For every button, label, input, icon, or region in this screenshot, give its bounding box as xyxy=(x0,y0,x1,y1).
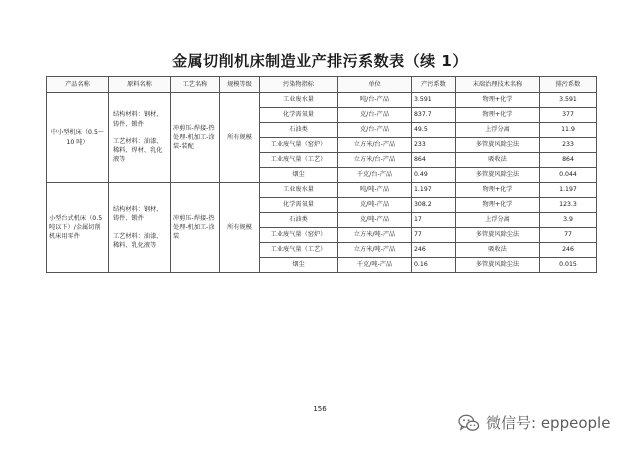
treatment-technology-cell: 多管旋风除尘法 xyxy=(456,168,540,183)
emission-coefficient-cell: 377 xyxy=(540,108,597,123)
emission-coefficient-cell: 3.591 xyxy=(540,93,597,108)
emission-coefficient-cell: 1.197 xyxy=(540,183,597,198)
table-row xyxy=(47,93,597,108)
header-raw-material: 原料名称 xyxy=(109,77,171,93)
header-pollutant: 污染物指标 xyxy=(260,77,338,93)
pollutant-cell: 化学需氧量 xyxy=(260,108,338,123)
treatment-technology-cell: 吸收法 xyxy=(456,153,540,168)
wechat-icon xyxy=(458,413,480,433)
emission-coefficient-cell: 3.9 xyxy=(540,213,597,228)
emission-coefficient-cell: 233 xyxy=(540,138,597,153)
generation-coefficient-cell: 17 xyxy=(412,213,456,228)
header-scale: 规模等级 xyxy=(220,77,260,93)
process-cell: 冲剪压-焊接-热处理-机加工-涂装 xyxy=(171,183,220,273)
unit-cell: 吨/吨-产品 xyxy=(338,183,412,198)
header-product: 产品名称 xyxy=(47,77,109,93)
raw-material-cell xyxy=(109,183,171,273)
pollutant-cell: 化学需氧量 xyxy=(260,198,338,213)
treatment-technology-cell: 上浮分离 xyxy=(456,123,540,138)
unit-cell: 立方米/台-产品 xyxy=(338,138,412,153)
emission-coefficient-cell: 0.015 xyxy=(540,258,597,273)
pollutant-cell: 石油类 xyxy=(260,213,338,228)
emission-coefficient-cell: 864 xyxy=(540,153,597,168)
treatment-technology-cell: 物理+化学 xyxy=(456,198,540,213)
wechat-watermark xyxy=(458,412,610,433)
treatment-technology-cell: 物理+化学 xyxy=(456,183,540,198)
table-header-row xyxy=(47,77,597,93)
unit-cell: 吨/台-产品 xyxy=(338,93,412,108)
generation-coefficient-cell: 77 xyxy=(412,228,456,243)
generation-coefficient-cell: 1.197 xyxy=(412,183,456,198)
treatment-technology-cell: 多管旋风除尘法 xyxy=(456,138,540,153)
unit-cell: 立方米/吨-产品 xyxy=(338,228,412,243)
pollutant-cell: 工业废气量（窑炉） xyxy=(260,138,338,153)
pollutant-cell: 工业废气量（工艺） xyxy=(260,153,338,168)
generation-coefficient-cell: 246 xyxy=(412,243,456,258)
generation-coefficient-cell: 308.2 xyxy=(412,198,456,213)
scale-cell: 所有规模 xyxy=(220,93,260,183)
watermark-text: 微信号: eppeople xyxy=(486,414,611,432)
generation-coefficient-cell: 233 xyxy=(412,138,456,153)
pollutant-cell: 工业废气量（窑炉） xyxy=(260,228,338,243)
treatment-technology-cell: 多管旋风除尘法 xyxy=(456,258,540,273)
generation-coefficient-cell: 0.49 xyxy=(412,168,456,183)
raw-material-process: 工艺材料：油漆、稀料、焊材、乳化液等 xyxy=(113,137,163,164)
page-title: 金属切削机床制造业产排污系数表（续 1） xyxy=(172,52,468,70)
raw-material-process: 工艺材料：油漆、稀料、乳化液等 xyxy=(113,232,163,249)
unit-cell: 克/吨-产品 xyxy=(338,198,412,213)
table-row xyxy=(47,183,597,198)
unit-cell: 立方米/台-产品 xyxy=(338,153,412,168)
generation-coefficient-cell: 49.5 xyxy=(412,123,456,138)
emission-coefficient-cell: 0.044 xyxy=(540,168,597,183)
unit-cell: 克/台-产品 xyxy=(338,123,412,138)
raw-material-structural: 结构材料：钢材、铸件、锻件 xyxy=(113,111,163,128)
process-cell: 冲剪压-焊接-热处理-机加工-涂装-装配 xyxy=(171,93,220,183)
product-name-cell: 小型台式机床（0.5 吨以下）/金属切削机床用零件 xyxy=(47,183,109,273)
header-treatment-technology: 末端治理技术名称 xyxy=(456,77,540,93)
generation-coefficient-cell: 3.591 xyxy=(412,93,456,108)
scale-cell: 所有规模 xyxy=(220,183,260,273)
unit-cell: 立方米/吨-产品 xyxy=(338,243,412,258)
pollutant-cell: 石油类 xyxy=(260,123,338,138)
unit-cell: 千克/台-产品 xyxy=(338,168,412,183)
page-number: 156 xyxy=(313,405,327,413)
header-generation-coefficient: 产污系数 xyxy=(412,77,456,93)
treatment-technology-cell: 物理+化学 xyxy=(456,93,540,108)
emission-coefficient-cell: 123.3 xyxy=(540,198,597,213)
pollutant-cell: 烟尘 xyxy=(260,258,338,273)
pollutant-cell: 烟尘 xyxy=(260,168,338,183)
generation-coefficient-cell: 0.16 xyxy=(412,258,456,273)
emission-coefficient-cell: 11.9 xyxy=(540,123,597,138)
emission-coefficient-cell: 77 xyxy=(540,228,597,243)
raw-material-cell xyxy=(109,93,171,183)
header-unit: 单位 xyxy=(338,77,412,93)
pollutant-cell: 工业废气量（工艺） xyxy=(260,243,338,258)
unit-cell: 克/台-产品 xyxy=(338,108,412,123)
raw-material-structural: 结构材料：钢材、铸件、锻件 xyxy=(113,205,163,223)
treatment-technology-cell: 多管旋风除尘法 xyxy=(456,228,540,243)
emission-coefficient-cell: 246 xyxy=(540,243,597,258)
generation-coefficient-cell: 864 xyxy=(412,153,456,168)
pollutant-cell: 工业废水量 xyxy=(260,93,338,108)
header-process: 工艺名称 xyxy=(171,77,220,93)
treatment-technology-cell: 物理+化学 xyxy=(456,108,540,123)
treatment-technology-cell: 吸收法 xyxy=(456,243,540,258)
emission-coefficient-table xyxy=(46,76,597,273)
unit-cell: 克/吨-产品 xyxy=(338,213,412,228)
pollutant-cell: 工业废水量 xyxy=(260,183,338,198)
generation-coefficient-cell: 837.7 xyxy=(412,108,456,123)
treatment-technology-cell: 上浮分离 xyxy=(456,213,540,228)
unit-cell: 千克/吨-产品 xyxy=(338,258,412,273)
product-name-cell: 中小型机床（0.5～10 吨） xyxy=(47,93,109,183)
header-emission-coefficient: 排污系数 xyxy=(540,77,597,93)
